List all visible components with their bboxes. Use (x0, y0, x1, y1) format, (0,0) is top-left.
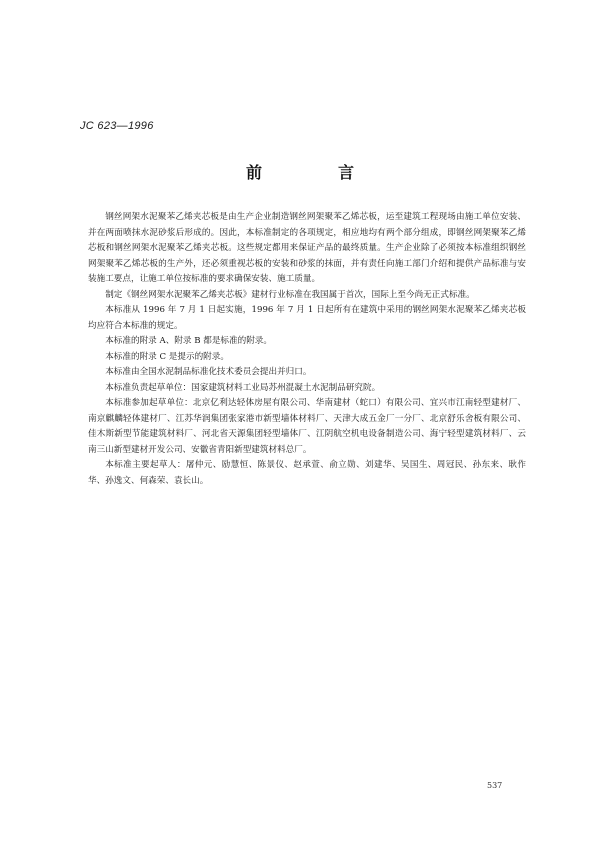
paragraph-appendix-c: 本标准的附录 C 是提示的附录。 (105, 351, 229, 362)
page-number: 537 (487, 781, 503, 790)
paragraph-lead-drafter: 本标准负责起草单位：国家建筑材料工业局苏州混凝土水泥制品研究院。 (105, 382, 381, 393)
paragraph-intro: 钢丝网架水泥聚苯乙烯夹芯板是由生产企业制造钢丝网架聚苯乙烯芯板，运至建筑工程现场由施工单位安装、并在两面喷抹水泥砂浆后形成的。因此，本标准制定的各项规定，相应地均有两个部分组成，即钢丝网架聚苯乙烯芯板和钢丝网架水泥聚苯乙烯夹芯板。这些规定都用来保证产品的最终质量。生产企业除了必须按本标准组织钢丝网架聚苯乙烯芯板的生产外，还必须重视芯板的安装和砂浆的抹面，并有责任向施工部门介绍和提供产品标准与安装施工要点，让施工单位按标准的要求确保安装、施工质量。 (88, 212, 526, 284)
page-title: 前 言 (245, 163, 384, 182)
paragraph-proposer: 本标准由全国水泥制品标准化技术委员会提出并归口。 (105, 367, 312, 377)
standard-code: JC 623—1996 (80, 120, 154, 132)
paragraph-main-drafters: 本标准主要起草人：屠仲元、励慧恒、陈景仪、赵承萱、俞立勋、刘建华、吴国生、周冠民、孙东来、耿作华、孙逸文、何森荣、袁长山。 (88, 460, 526, 486)
paragraph-first-standard: 制定《钢丝网架水泥聚苯乙烯夹芯板》建材行业标准在我国属于首次，国际上至今尚无正式标准。 (105, 289, 475, 300)
paragraph-appendix-ab: 本标准的附录 A、附录 B 都是标准的附录。 (105, 336, 272, 346)
document-body (88, 210, 526, 489)
paragraph-effective-date: 本标准从 1996 年 7 月 1 日起实施，1996 年 7 月 1 日起所有在建筑中采用的钢丝网架水泥聚苯乙烯夹芯板均应符合本标准的规定。 (88, 305, 526, 331)
paragraph-participating-drafters: 本标准参加起草单位：北京亿利达轻体房屋有限公司、华南建材（蛇口）有限公司、宜兴市江南轻型建材厂、南京麒麟轻体建材厂、江苏华润集团张家港市新型墙体材料厂、天津大成五金厂一分厂、北京舒乐舍板有限公司、佳木斯新型节能建筑材料厂、河北省天源集团轻型墙体厂、江阴航空机电设备制造公司、海宁轻型建筑材料厂、云南三山新型建材开发公司、安徽省青阳新型建筑材料总厂。 (88, 398, 526, 455)
